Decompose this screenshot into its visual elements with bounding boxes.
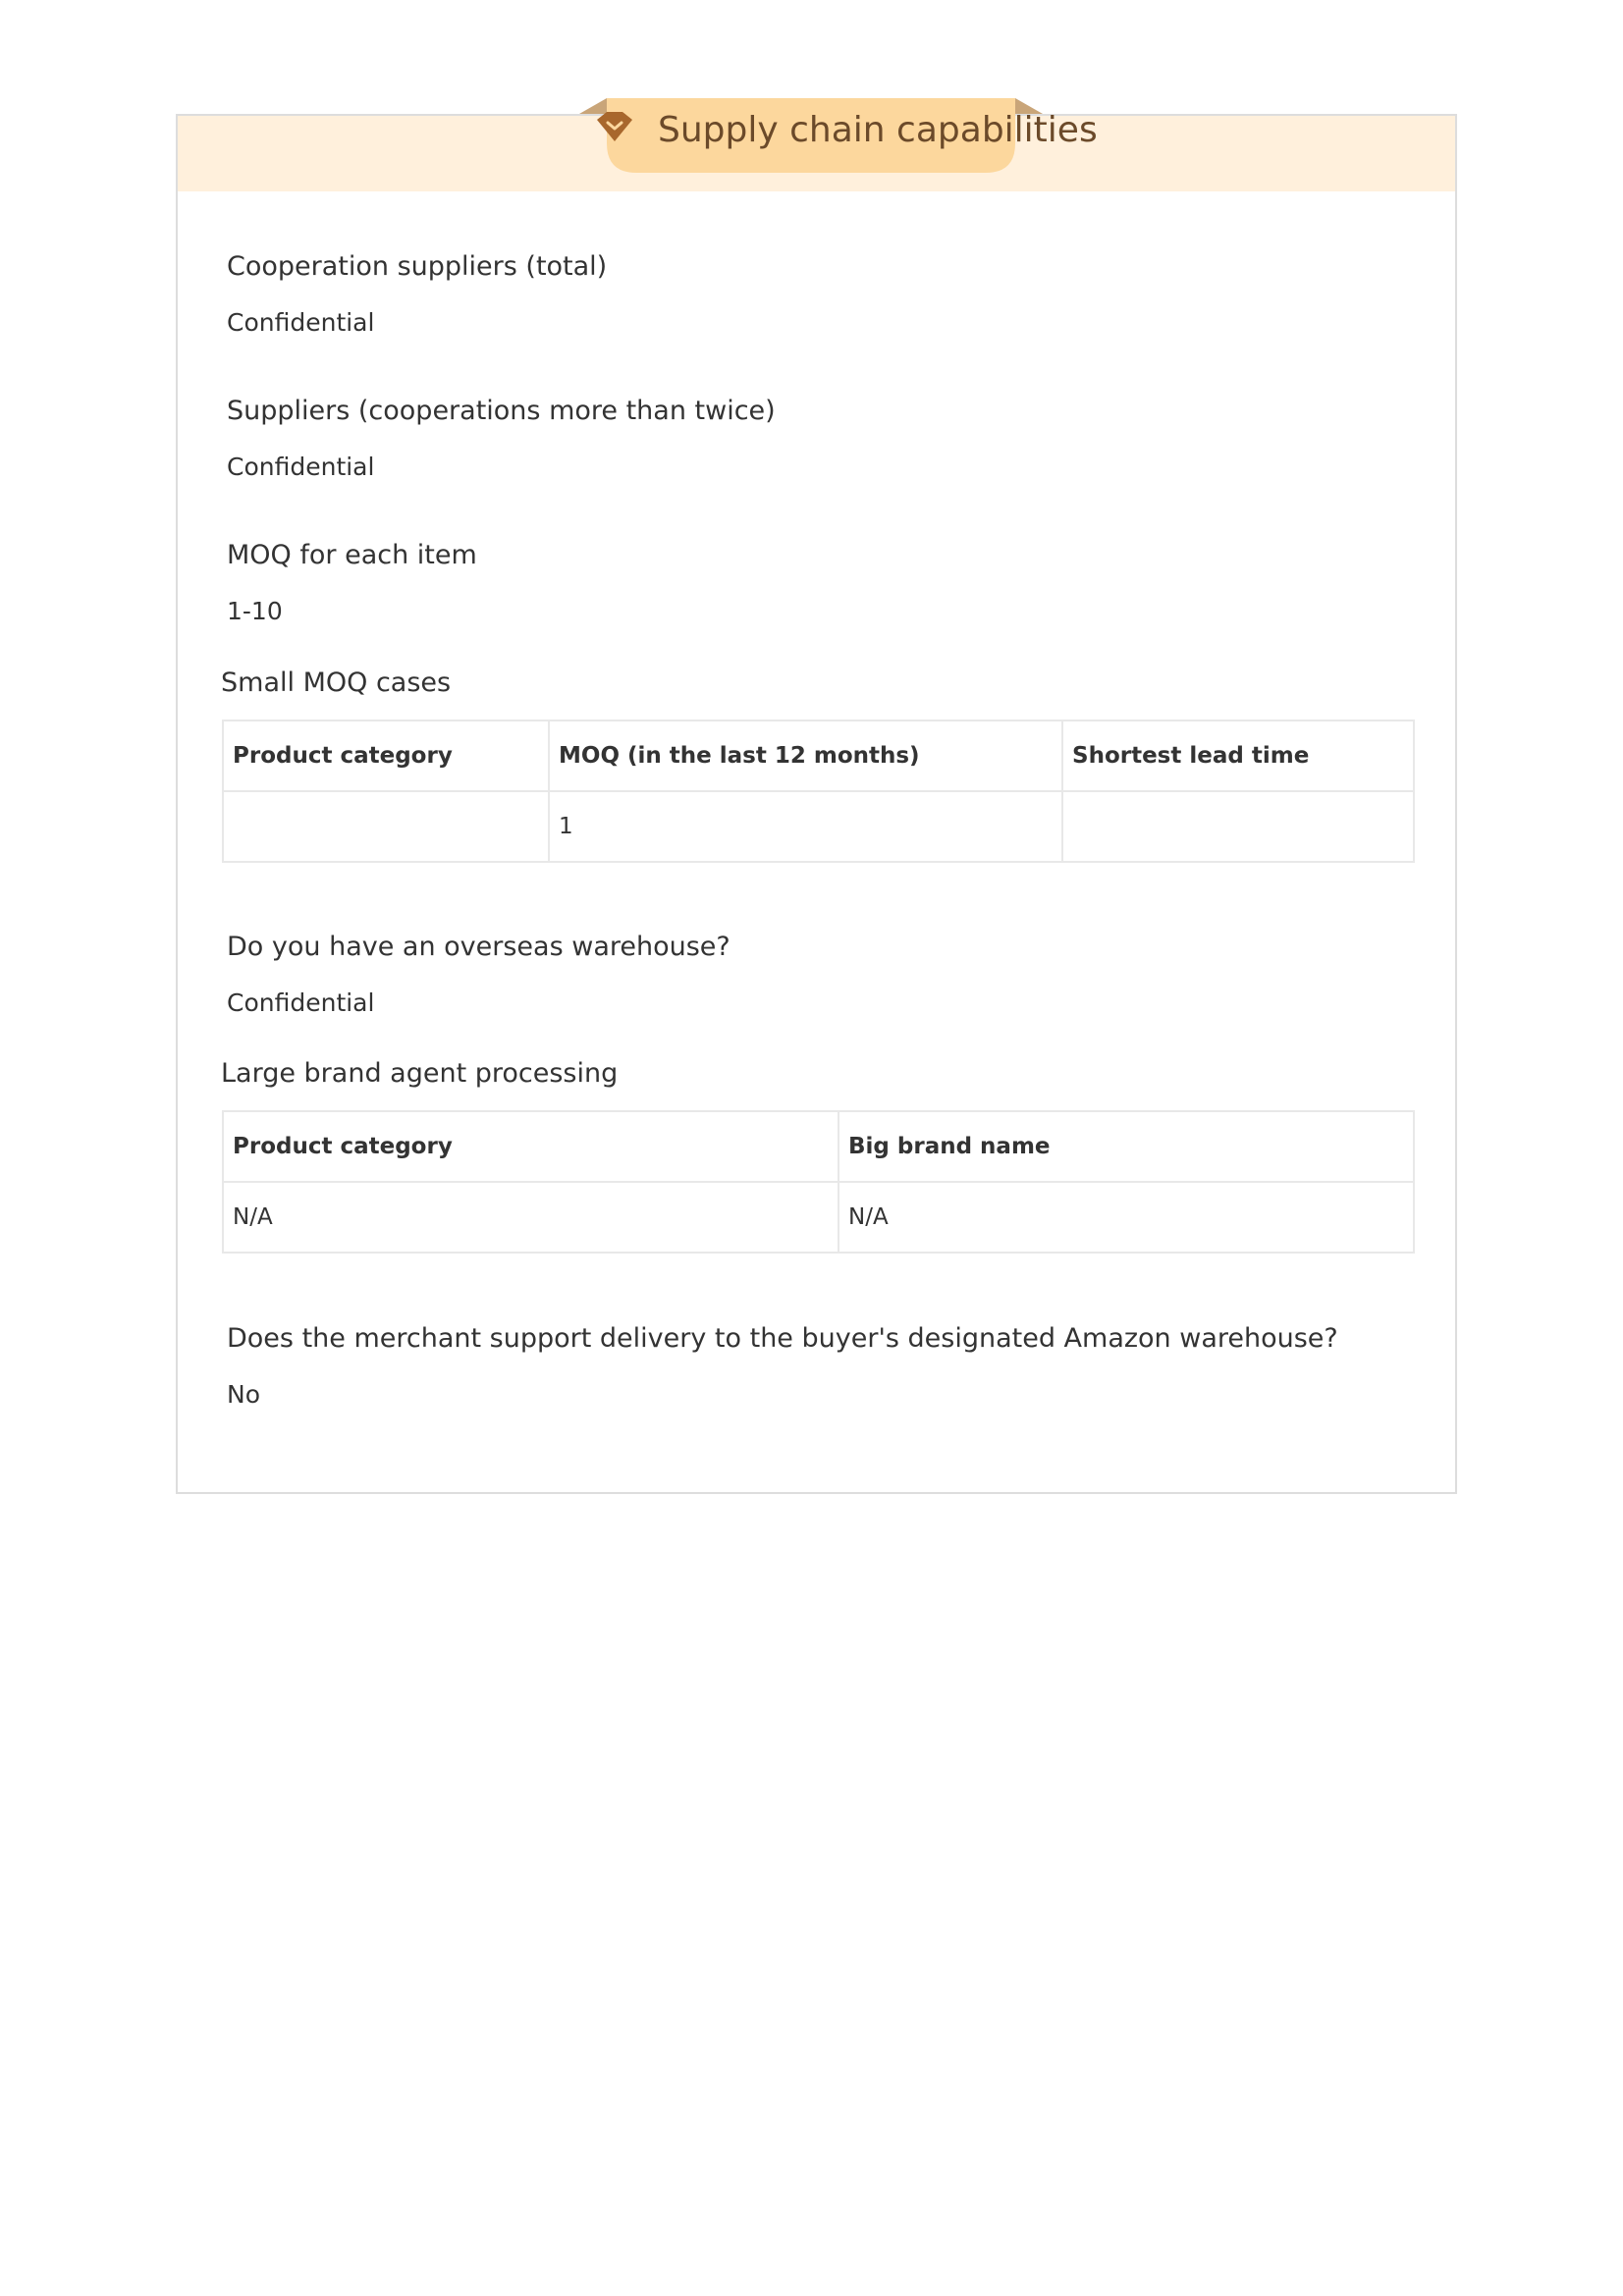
table-header-cell: Shortest lead time bbox=[1062, 721, 1414, 791]
suppliers-more-than-twice-value: Confidential bbox=[227, 453, 375, 481]
table-header-cell: Big brand name bbox=[839, 1111, 1414, 1182]
moq-each-item-value: 1-10 bbox=[227, 597, 283, 625]
cooperation-suppliers-label: Cooperation suppliers (total) bbox=[227, 251, 608, 282]
small-moq-cases-table bbox=[222, 720, 1415, 863]
table-header-cell: Product category bbox=[223, 1111, 839, 1182]
table-cell: N/A bbox=[223, 1182, 839, 1253]
table-cell: 1 bbox=[549, 791, 1062, 862]
diamond-icon bbox=[597, 112, 632, 149]
overseas-warehouse-label: Do you have an overseas warehouse? bbox=[227, 932, 730, 962]
amazon-delivery-value: No bbox=[227, 1380, 260, 1409]
table-row bbox=[223, 791, 1414, 862]
table-header-cell: Product category bbox=[223, 721, 549, 791]
table-header-row bbox=[223, 1111, 1414, 1182]
section-ribbon bbox=[579, 98, 1098, 173]
table-header-row bbox=[223, 721, 1414, 791]
table-cell bbox=[223, 791, 549, 862]
section-title: Supply chain capabilities bbox=[658, 110, 1098, 150]
table-cell: N/A bbox=[839, 1182, 1414, 1253]
table-row bbox=[223, 1182, 1414, 1253]
amazon-delivery-label: Does the merchant support delivery to the buyer's designated Amazon warehouse? bbox=[227, 1323, 1338, 1354]
large-brand-agent-title: Large brand agent processing bbox=[221, 1058, 619, 1089]
table-header-cell: MOQ (in the last 12 months) bbox=[549, 721, 1062, 791]
large-brand-agent-table bbox=[222, 1110, 1415, 1254]
cooperation-suppliers-value: Confidential bbox=[227, 308, 375, 337]
table-cell bbox=[1062, 791, 1414, 862]
overseas-warehouse-value: Confidential bbox=[227, 988, 375, 1017]
moq-each-item-label: MOQ for each item bbox=[227, 540, 477, 570]
suppliers-more-than-twice-label: Suppliers (cooperations more than twice) bbox=[227, 396, 776, 426]
small-moq-cases-title: Small MOQ cases bbox=[221, 667, 452, 698]
